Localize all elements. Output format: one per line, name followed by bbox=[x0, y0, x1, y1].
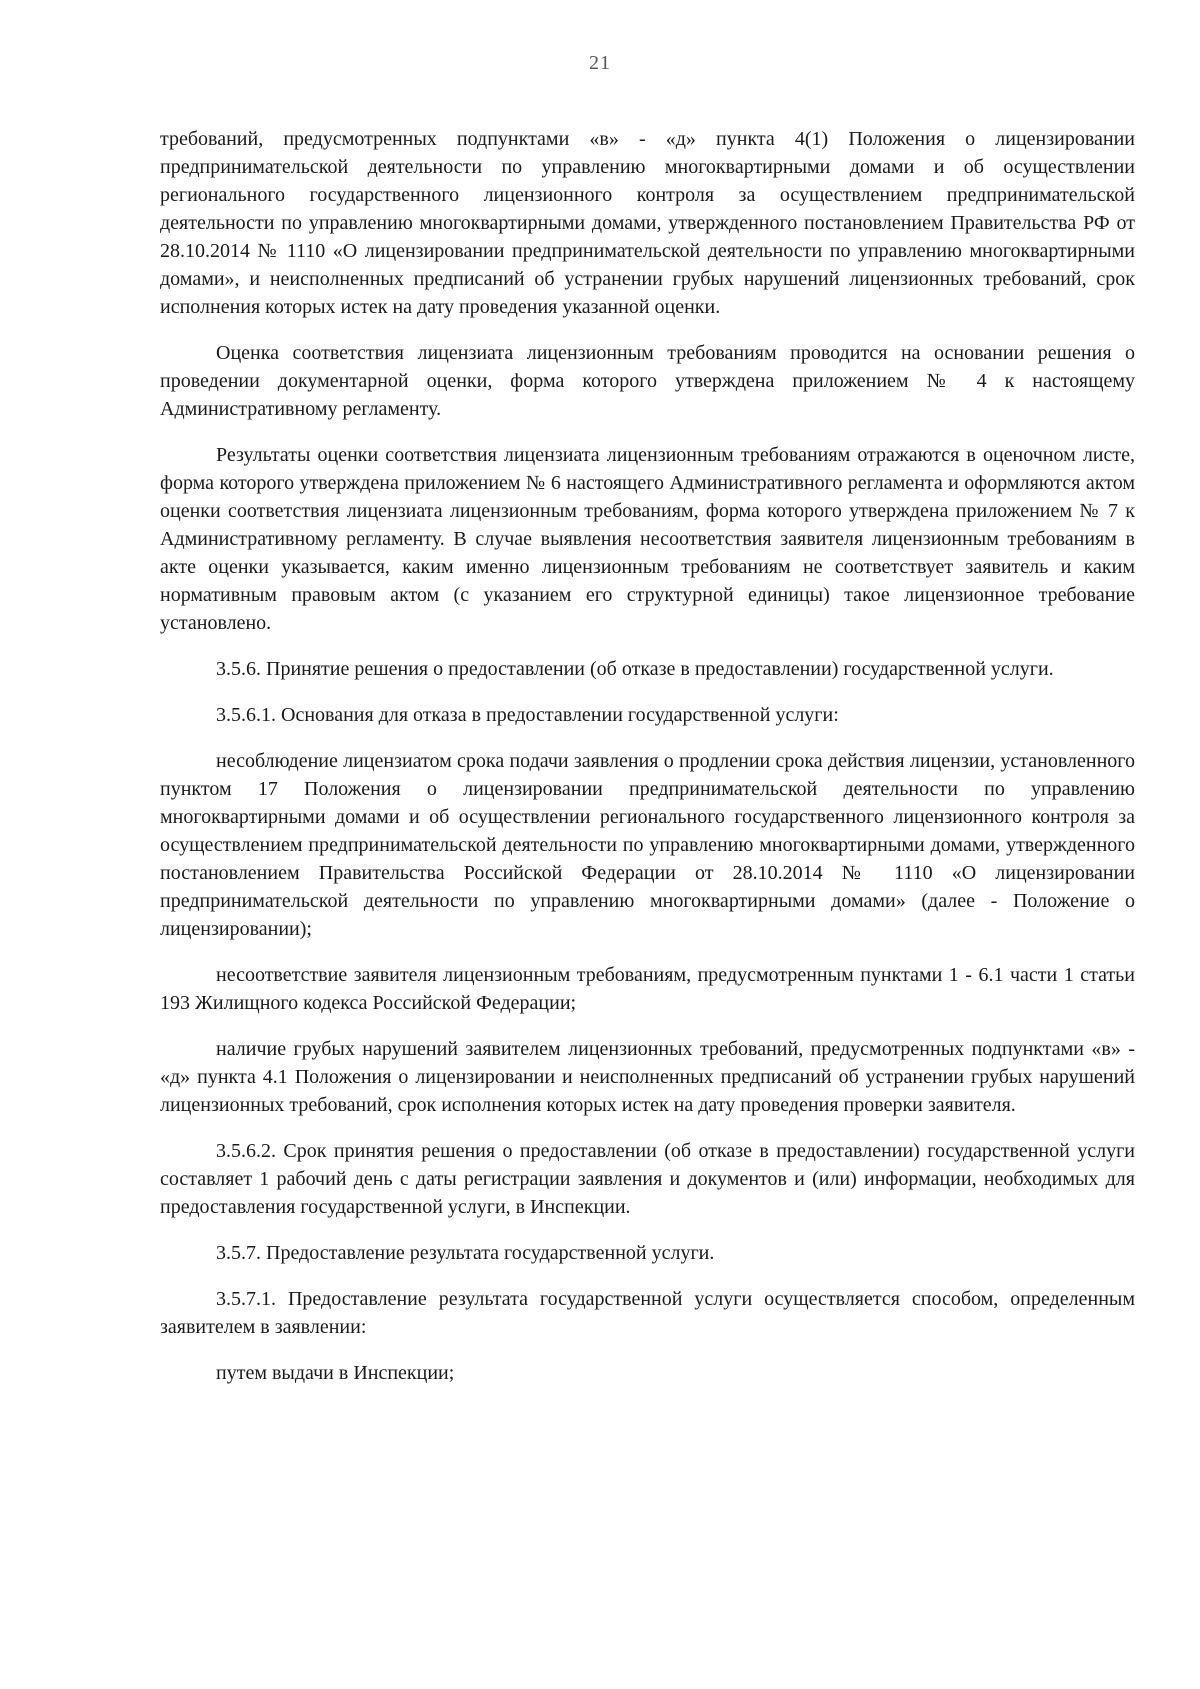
document-body bbox=[160, 125, 1135, 1405]
refusal-ground-deadline: несоблюдение лицензиатом срока подачи заявления о продлении срока действия лицензии, установленного пунктом 17 Положения о лицензировании предпринимательской деятельности по управлению многоквартирными домами и об осуществлении регионального государственного лицензионного контроля за осуществлением предпринимательской деятельности по управлению многоквартирными домами, утвержденного постановлением Правительства Российской Федерации от 28.10.2014 № 1110 «О лицензировании предпринимательской деятельности по управлению многоквартирными домами» (далее - Положение о лицензировании); bbox=[160, 750, 1135, 940]
delivery-method-item: путем выдачи в Инспекции; bbox=[216, 1362, 455, 1384]
refusal-ground-noncompliance: несоответствие заявителя лицензионным требованиям, предусмотренным пунктами 1 - 6.1 части 1 статьи 193 Жилищного кодекса Российской Федерации; bbox=[160, 964, 1135, 1014]
section-3-5-6-heading: 3.5.6. Принятие решения о предоставлении (об отказе в предоставлении) государственной услуги. bbox=[216, 658, 1054, 680]
section-3-5-7-heading: 3.5.7. Предоставление результата государственной услуги. bbox=[216, 1242, 715, 1264]
section-3-5-6-2: 3.5.6.2. Срок принятия решения о предоставлении (об отказе в предоставлении) государственной услуги составляет 1 рабочий день с даты регистрации заявления и документов и (или) информации, необходимых для предоставления государственной услуги, в Инспекции. bbox=[160, 1140, 1135, 1218]
paragraph-assessment-basis: Оценка соответствия лицензиата лицензионным требованиям проводится на основании решения о проведении документарной оценки, форма которого утверждена приложением № 4 к настоящему Административному регламенту. bbox=[160, 342, 1135, 420]
section-3-5-6-1-heading: 3.5.6.1. Основания для отказа в предоставлении государственной услуги: bbox=[216, 704, 839, 726]
paragraph-assessment-results: Результаты оценки соответствия лицензиата лицензионным требованиям отражаются в оценочном листе, форма которого утверждена приложением № 6 настоящего Административного регламента и оформляются актом оценки соответствия лицензиата лицензионным требованиям, форма которого утверждена приложением № 7 к Административному регламенту. В случае выявления несоответствия заявителя лицензионным требованиям в акте оценки указывается, каким именно лицензионным требованиям не соответствует заявитель и каким нормативным правовым актом (с указанием его структурной единицы) такое лицензионное требование установлено. bbox=[160, 444, 1135, 634]
refusal-ground-violations: наличие грубых нарушений заявителем лицензионных требований, предусмотренных подпунктами «в» - «д» пункта 4.1 Положения о лицензировании и неисполненных предписаний об устранении грубых нарушений лицензионных требований, срок исполнения которых истек на дату проведения проверки заявителя. bbox=[160, 1038, 1135, 1116]
page-number: 21 bbox=[589, 52, 611, 74]
section-3-5-7-1: 3.5.7.1. Предоставление результата государственной услуги осуществляется способом, определенным заявителем в заявлении: bbox=[160, 1288, 1135, 1338]
paragraph-continuation: требований, предусмотренных подпунктами «в» - «д» пункта 4(1) Положения о лицензировании предпринимательской деятельности по управлению многоквартирными домами и об осуществлении регионального государственного лицензионного контроля за осуществлением предпринимательской деятельности по управлению многоквартирными домами, утвержденного постановлением Правительства РФ от 28.10.2014 № 1110 «О лицензировании предпринимательской деятельности по управлению многоквартирными домами», и неисполненных предписаний об устранении грубых нарушений лицензионных требований, срок исполнения которых истек на дату проведения указанной оценки. bbox=[160, 128, 1135, 318]
